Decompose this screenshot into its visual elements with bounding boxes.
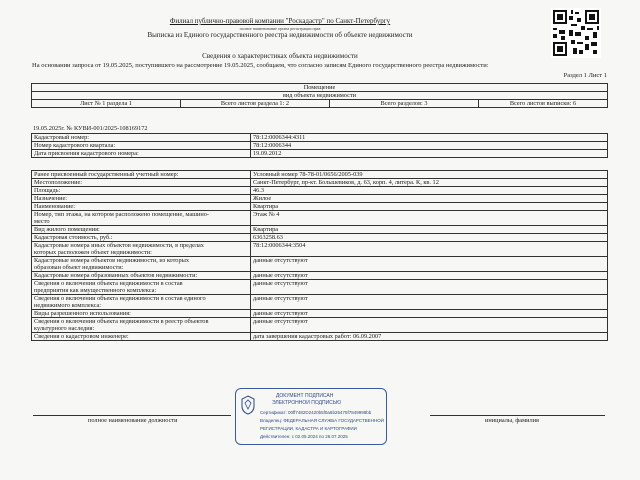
table-row	[32, 333, 608, 341]
e-signature-stamp	[235, 388, 387, 445]
table-row	[32, 134, 608, 142]
row-label: Кадастровый номер:	[32, 134, 251, 142]
row-value: 78:12:0006344:3504	[251, 242, 608, 257]
row-label-line: место	[34, 218, 50, 225]
table-row	[32, 226, 608, 234]
cadastral-quarter: 78:12:0006344	[251, 142, 608, 150]
total-sheets-section: Всего листов раздела 1: 2	[181, 100, 330, 108]
row-label-line: Сведения о включении объекта недвижимости в реестр объектов	[34, 318, 209, 325]
row-value: данные отсутствуют	[251, 318, 608, 333]
row-label	[32, 295, 251, 310]
row-label-line: Кадастровые номера иных объектов недвижимости, в пределах	[34, 242, 204, 249]
row-label: Виды разрешенного использования:	[32, 310, 251, 318]
row-value: данные отсутствуют	[251, 272, 608, 280]
table-row	[32, 295, 608, 310]
row-value: 46.3	[251, 187, 608, 195]
table-row	[32, 234, 608, 242]
row-label: Вид жилого помещения:	[32, 226, 251, 234]
stamp-certificate: Сертификат: 00ff7482D2420b5f0a6b26475f7849998bb	[260, 410, 372, 415]
stamp-validity: Действителен: с 02.05.2024 по 26.07.2025	[260, 434, 348, 439]
table-row	[32, 179, 608, 187]
row-label: Местоположение:	[32, 179, 251, 187]
row-value: данные отсутствуют	[251, 257, 608, 272]
table-row	[32, 257, 608, 272]
row-label-line: которых расположен объект недвижимости:	[34, 249, 152, 256]
stamp-title: ДОКУМЕНТ ПОДПИСАН	[276, 393, 334, 399]
table-row	[32, 171, 608, 179]
row-value: данные отсутствуют	[251, 310, 608, 318]
row-label: Назначение:	[32, 195, 251, 203]
object-type: Помещение	[32, 84, 608, 92]
stamp-owner-cont: РЕГИСТРАЦИИ, КАДАСТРА И КАРТОГРАФИИ	[260, 426, 357, 431]
row-value: Жилое	[251, 195, 608, 203]
cadastral-number: 78:12:0006344:4311	[251, 134, 608, 142]
row-value: Квартира	[251, 226, 608, 234]
details-table	[31, 170, 608, 341]
row-value: Условный номер 78-78-01/0656/2005-039	[251, 171, 608, 179]
stamp-subtitle: ЭЛЕКТРОННОЙ ПОДПИСЬЮ	[272, 400, 342, 406]
row-label: Номер кадастрового квартала:	[32, 142, 251, 150]
total-sheets-extract: Всего листов выписки: 6	[479, 100, 608, 108]
request-basis: На основании запроса от 19.05.2025, поступившего на рассмотрение 19.05.2025, сообщаем, что согласно записям Единого государственного реестра недвижимости:	[32, 62, 489, 69]
row-label-line: Номер, тип этажа, на котором расположено помещение, машино-	[34, 211, 209, 218]
row-label-line: Сведения о включении объекта недвижимости в состав единого	[34, 295, 206, 302]
request-number: 19.05.2025г. № КУВИ-001/2025-108169172	[33, 125, 148, 132]
table-row	[32, 280, 608, 295]
row-label: Дата присвоения кадастрового номера:	[32, 150, 251, 158]
sheet-number: Лист № 1 раздела 1	[32, 100, 181, 108]
total-sections: Всего разделов: 3	[330, 100, 479, 108]
row-value: дата завершения кадастровых работ: 06.09.2007	[251, 333, 608, 341]
row-label: Ранее присвоенный государственный учетный номер:	[32, 171, 251, 179]
table-row	[32, 195, 608, 203]
extract-title: Выписка из Единого государственного реестра недвижимости об объекте недвижимости	[147, 31, 413, 39]
table-row	[32, 142, 608, 150]
emblem-icon	[240, 395, 256, 415]
table-row	[32, 187, 608, 195]
section-title: Сведения о характеристиках объекта недвижимости	[202, 52, 358, 60]
row-value: данные отсутствуют	[251, 280, 608, 295]
table-row	[32, 318, 608, 333]
row-value: Квартира	[251, 203, 608, 211]
row-label-line: Кадастровые номера объектов недвижимости, из которых	[34, 257, 189, 264]
assignment-date: 19.09.2012	[251, 150, 608, 158]
row-label	[32, 318, 251, 333]
row-label: Площадь:	[32, 187, 251, 195]
table-row	[32, 272, 608, 280]
table-row	[32, 203, 608, 211]
row-label: Сведения о кадастровом инженере:	[32, 333, 251, 341]
name-line	[430, 415, 605, 416]
row-value: Этаж № 4	[251, 211, 608, 226]
summary-table	[31, 83, 608, 108]
name-caption: инициалы, фамилия	[485, 417, 539, 424]
section-page-number: Раздел 1 Лист 1	[563, 72, 607, 79]
table-row	[32, 150, 608, 158]
position-line	[33, 415, 231, 416]
row-label	[32, 242, 251, 257]
position-caption: полное наименование должности	[88, 417, 178, 424]
row-label	[32, 257, 251, 272]
stamp-owner: Владелец: ФЕДЕРАЛЬНАЯ СЛУЖБА ГОСУДАРСТВЕННОЙ	[260, 418, 384, 423]
qr-code-icon	[551, 8, 601, 58]
org-name: Филиал публично-правовой компании "Роскадастр" по Санкт-Петербургу	[169, 17, 391, 25]
object-type-caption: вид объекта недвижимости	[32, 92, 608, 100]
row-label	[32, 280, 251, 295]
row-label: Наименование:	[32, 203, 251, 211]
row-label: Кадастровая стоимость, руб.:	[32, 234, 251, 242]
row-label-line: предприятия как имущественного комплекса:	[34, 287, 157, 294]
row-value: 6363258.63	[251, 234, 608, 242]
table-row	[32, 211, 608, 226]
ident-table	[31, 133, 608, 158]
row-label-line: недвижимого комплекса:	[34, 302, 102, 309]
table-row	[32, 242, 608, 257]
row-label: Кадастровые номера образованных объектов недвижимости:	[32, 272, 251, 280]
row-value: Санкт-Петербург, пр-кт. Большевиков, д. 63, корп. 4, литера. К, кв. 12	[251, 179, 608, 187]
row-label-line: образован объект недвижимости:	[34, 264, 124, 271]
row-label	[32, 211, 251, 226]
org-name-caption: полное наименование органа регистрации прав	[239, 26, 321, 31]
row-label-line: Сведения о включении объекта недвижимости в состав	[34, 280, 183, 287]
row-label-line: культурного наследия:	[34, 325, 95, 332]
row-value: данные отсутствуют	[251, 295, 608, 310]
table-row	[32, 310, 608, 318]
